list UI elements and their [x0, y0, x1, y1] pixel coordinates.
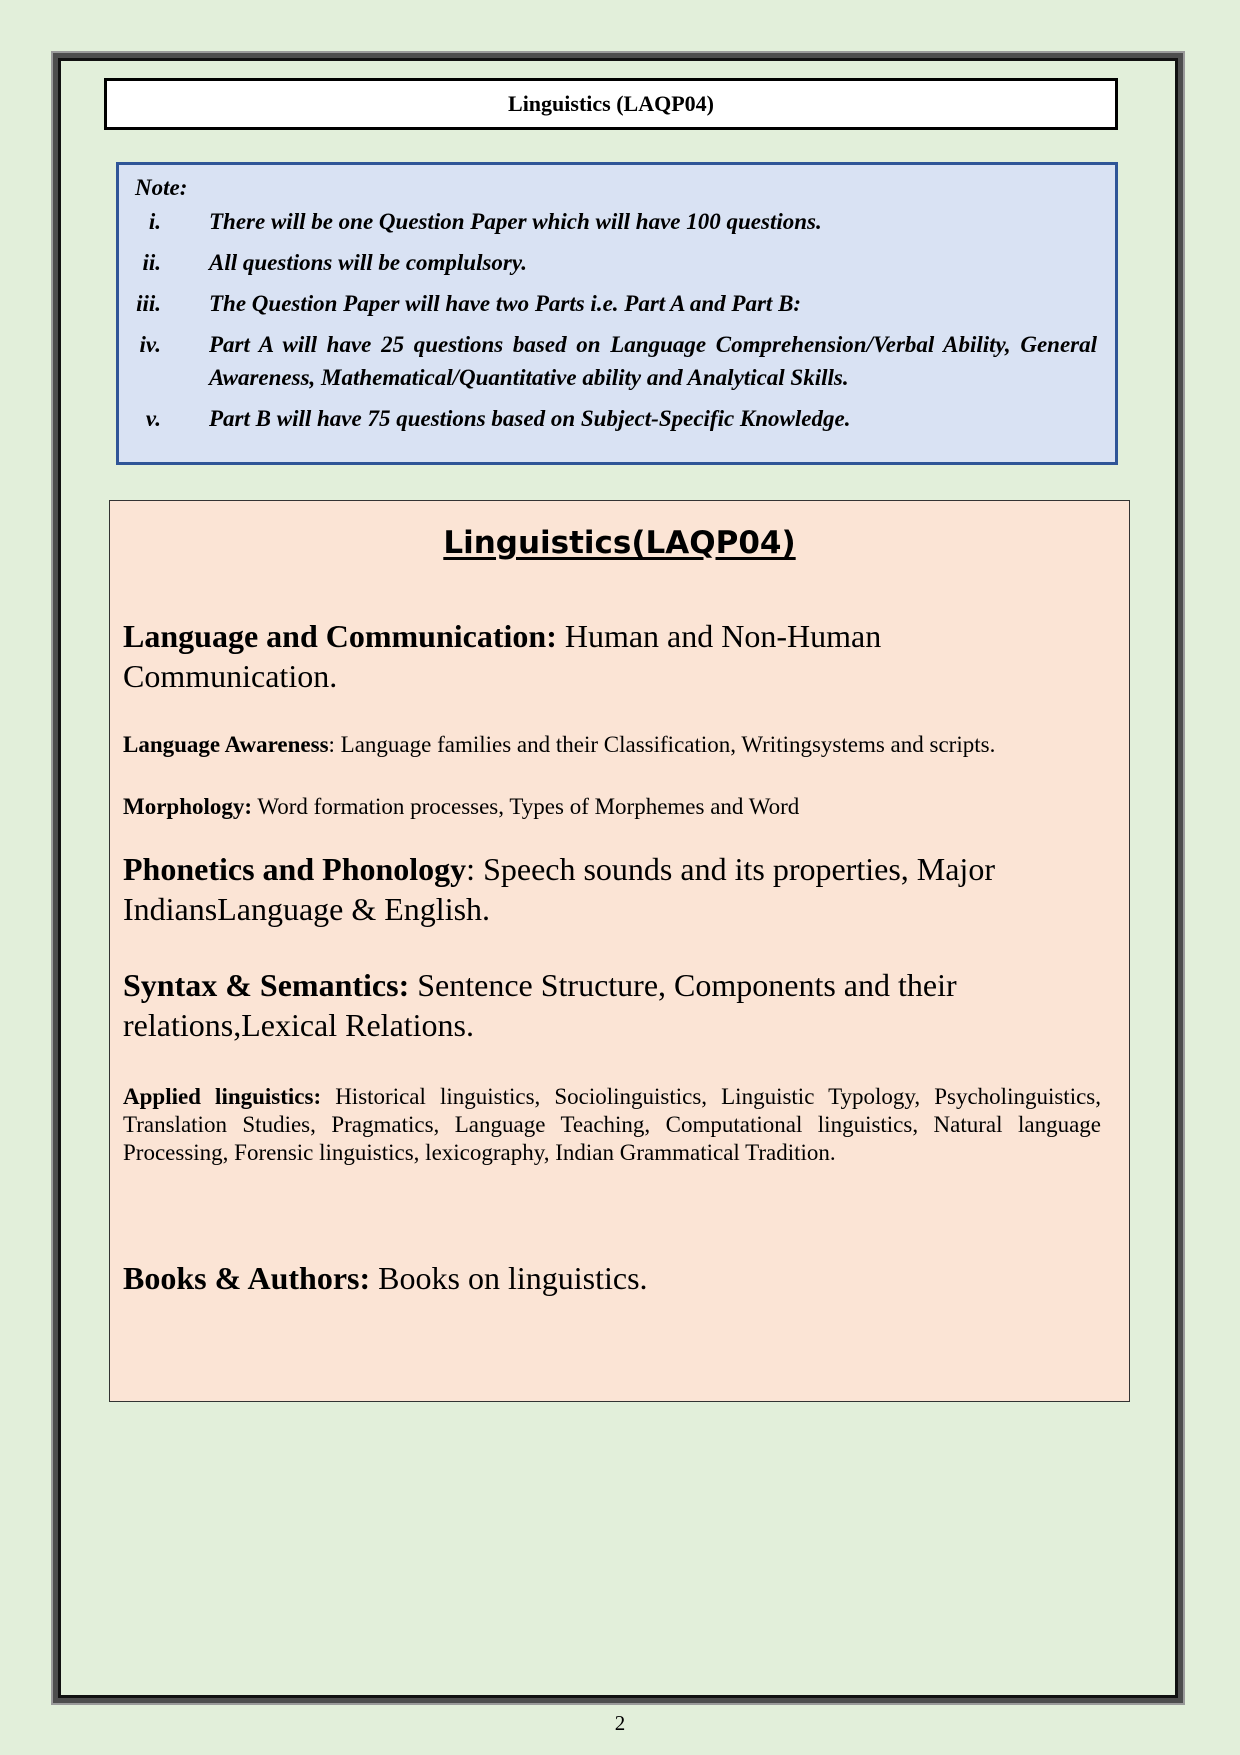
topic-body: Historical linguistics, Sociolinguistics, Linguistic Typology, Psycholinguistics, Translation Studies, Pragmatics, Language Teaching, Computational linguistics, Natural language Processing, Forensic linguistics, lexicography, Indian Grammatical Tradition.: [123, 1084, 1101, 1165]
note-item: [119, 402, 1097, 435]
syllabus-box: [109, 500, 1130, 1402]
note-item-text: There will be one Question Paper which will have 100 questions.: [209, 209, 822, 234]
syllabus-topic: [123, 616, 1101, 696]
note-box: [116, 162, 1118, 465]
topic-body: Sentence Structure, Components and their relations,Lexical Relations.: [123, 967, 957, 1043]
syllabus-topic: [123, 965, 1101, 1045]
topic-heading: Language Awareness: [123, 732, 329, 757]
note-label: Note:: [135, 175, 188, 200]
syllabus-topic: [123, 1258, 1101, 1298]
note-item: [119, 328, 1097, 394]
note-item: [119, 205, 1097, 238]
syllabus-topic: [123, 793, 1101, 821]
note-item-text: Part B will have 75 questions based on Subject-Specific Knowledge.: [209, 406, 851, 431]
topic-body: Human and Non-Human Communication.: [123, 618, 882, 694]
header-title-box: [104, 78, 1118, 130]
topic-body: Word formation processes, Types of Morphemes and Word: [252, 794, 800, 819]
note-item-number: v.: [145, 406, 161, 431]
topic-body: : Speech sounds and its properties, Major IndiansLanguage & English.: [123, 851, 995, 927]
note-item-number: iv.: [139, 332, 161, 357]
topic-body: Books on linguistics.: [370, 1260, 648, 1296]
topic-heading: Morphology:: [123, 794, 253, 819]
note-item-text: All questions will be complulsory.: [209, 250, 527, 275]
note-item-text: The Question Paper will have two Parts i.e. Part A and Part B:: [209, 291, 802, 316]
topic-heading: Language and Communication:: [123, 618, 557, 654]
note-item: [119, 287, 1097, 320]
note-item-number: iii.: [136, 291, 161, 316]
syllabus-topic: [123, 849, 1101, 929]
topic-heading: Books & Authors:: [123, 1260, 371, 1296]
syllabus-title: Linguistics(LAQP04): [443, 525, 796, 561]
note-item: [119, 246, 1097, 279]
header-title: Linguistics (LAQP04): [508, 91, 714, 116]
topic-heading: Phonetics and Phonology: [123, 851, 467, 887]
syllabus-topic: [123, 1083, 1101, 1167]
topic-body: : Language families and their Classification, Writingsystems and scripts.: [328, 732, 996, 757]
note-item-number: ii.: [142, 250, 161, 275]
topic-heading: Applied linguistics:: [123, 1084, 322, 1109]
note-item-text: Part A will have 25 questions based on Language Comprehension/Verbal Ability, General Awareness, Mathematical/Quantitative ability and Analytical Skills.: [209, 332, 1097, 390]
syllabus-topic: [123, 731, 1101, 759]
note-item-number: i.: [148, 209, 161, 234]
topic-heading: Syntax & Semantics:: [123, 967, 410, 1003]
page-number: 2: [614, 1711, 626, 1735]
